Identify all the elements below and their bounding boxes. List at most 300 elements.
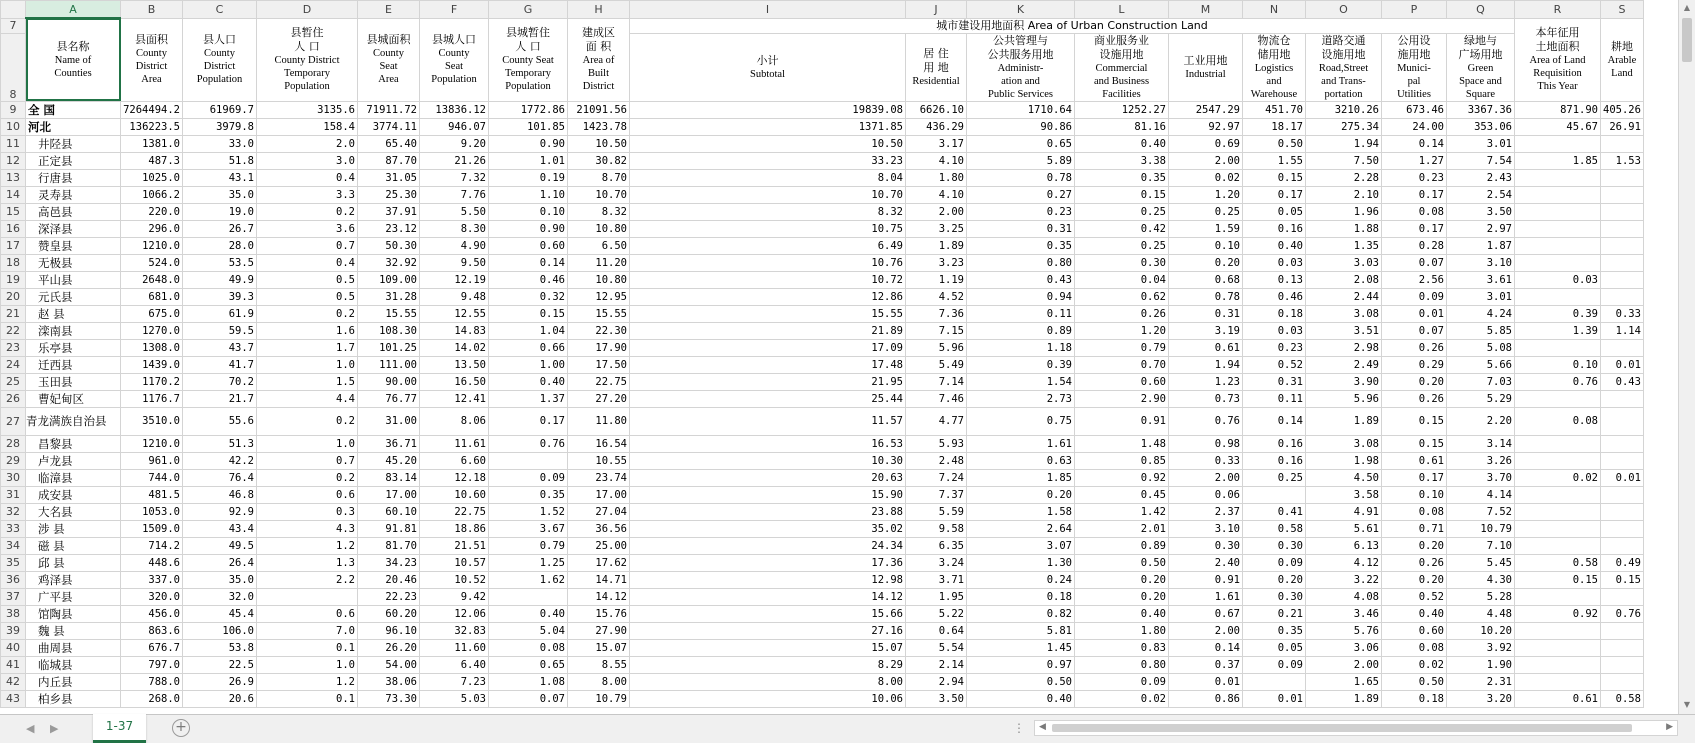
county-name-cell[interactable]: 高邑县 (26, 203, 121, 220)
data-cell[interactable]: 3.10 (1447, 254, 1515, 271)
data-cell[interactable]: 0.35 (967, 237, 1075, 254)
data-cell[interactable] (1601, 390, 1644, 407)
data-cell[interactable]: 26.9 (183, 673, 257, 690)
data-cell[interactable]: 7.23 (420, 673, 489, 690)
data-cell[interactable]: 4.91 (1306, 503, 1382, 520)
data-cell[interactable]: 5.28 (1447, 588, 1515, 605)
data-cell[interactable]: 0.39 (1515, 305, 1601, 322)
data-cell[interactable] (1601, 435, 1644, 452)
data-cell[interactable]: 0.52 (1382, 588, 1447, 605)
data-cell[interactable]: 2.08 (1306, 271, 1382, 288)
data-cell[interactable]: 27.90 (568, 622, 630, 639)
header-g[interactable]: 县城暂住 人 口 County Seat Temporary Population (489, 18, 568, 101)
data-cell[interactable]: 1.19 (906, 271, 967, 288)
data-cell[interactable]: 744.0 (121, 469, 183, 486)
row-number[interactable]: 19 (1, 271, 26, 288)
data-cell[interactable]: 21.26 (420, 152, 489, 169)
data-cell[interactable]: 0.83 (1075, 639, 1169, 656)
data-cell[interactable]: 0.65 (967, 135, 1075, 152)
data-cell[interactable]: 26.20 (358, 639, 420, 656)
scroll-right-arrow-icon[interactable]: ▶ (1666, 722, 1673, 732)
data-cell[interactable]: 4.90 (420, 237, 489, 254)
data-cell[interactable]: 1.96 (1306, 203, 1382, 220)
data-cell[interactable]: 10.72 (630, 271, 906, 288)
data-cell[interactable]: 10.60 (420, 486, 489, 503)
data-cell[interactable]: 3367.36 (1447, 101, 1515, 118)
data-cell[interactable]: 0.33 (1169, 452, 1243, 469)
data-cell[interactable]: 10.06 (630, 690, 906, 707)
data-cell[interactable]: 2547.29 (1169, 101, 1243, 118)
data-cell[interactable]: 15.55 (568, 305, 630, 322)
data-cell[interactable] (1601, 588, 1644, 605)
county-name-cell[interactable]: 内丘县 (26, 673, 121, 690)
header-s[interactable]: 耕地 Arable Land (1601, 18, 1644, 101)
data-cell[interactable] (1515, 254, 1601, 271)
data-cell[interactable]: 2.28 (1306, 169, 1382, 186)
data-cell[interactable]: 2.0 (257, 135, 358, 152)
data-cell[interactable]: 0.17 (1382, 220, 1447, 237)
data-cell[interactable]: 0.82 (967, 605, 1075, 622)
data-cell[interactable]: 0.03 (1243, 322, 1306, 339)
header-i[interactable]: 小计 Subtotal (630, 33, 906, 101)
data-cell[interactable]: 0.15 (1515, 571, 1601, 588)
data-cell[interactable]: 3.01 (1447, 288, 1515, 305)
data-cell[interactable]: 0.61 (1515, 690, 1601, 707)
data-cell[interactable]: 0.02 (1075, 690, 1169, 707)
row-number[interactable]: 39 (1, 622, 26, 639)
data-cell[interactable] (1243, 673, 1306, 690)
data-cell[interactable]: 676.7 (121, 639, 183, 656)
data-cell[interactable]: 1176.7 (121, 390, 183, 407)
data-cell[interactable]: 0.30 (1075, 254, 1169, 271)
data-cell[interactable]: 9.58 (906, 520, 967, 537)
county-name-cell[interactable]: 曹妃甸区 (26, 390, 121, 407)
data-cell[interactable]: 0.26 (1382, 390, 1447, 407)
data-cell[interactable]: 25.30 (358, 186, 420, 203)
data-cell[interactable]: 37.91 (358, 203, 420, 220)
data-cell[interactable]: 11.80 (568, 407, 630, 435)
data-cell[interactable]: 19839.08 (630, 101, 906, 118)
data-cell[interactable]: 9.42 (420, 588, 489, 605)
data-cell[interactable]: 0.23 (1243, 339, 1306, 356)
data-cell[interactable]: 0.15 (1075, 186, 1169, 203)
data-cell[interactable]: 0.11 (1243, 390, 1306, 407)
data-cell[interactable]: 17.62 (568, 554, 630, 571)
data-cell[interactable] (1243, 486, 1306, 503)
data-cell[interactable]: 0.49 (1601, 554, 1644, 571)
data-cell[interactable]: 26.91 (1601, 118, 1644, 135)
data-cell[interactable]: 1270.0 (121, 322, 183, 339)
data-cell[interactable]: 0.09 (1075, 673, 1169, 690)
data-cell[interactable]: 20.6 (183, 690, 257, 707)
data-cell[interactable] (1515, 622, 1601, 639)
data-cell[interactable]: 320.0 (121, 588, 183, 605)
data-cell[interactable]: 0.3 (257, 503, 358, 520)
data-cell[interactable]: 96.10 (358, 622, 420, 639)
data-cell[interactable]: 0.15 (1601, 571, 1644, 588)
data-cell[interactable]: 92.9 (183, 503, 257, 520)
county-name-cell[interactable]: 行唐县 (26, 169, 121, 186)
data-cell[interactable]: 0.08 (1515, 407, 1601, 435)
data-cell[interactable]: 2.48 (906, 452, 967, 469)
data-cell[interactable]: 0.91 (1075, 407, 1169, 435)
data-cell[interactable]: 22.75 (420, 503, 489, 520)
data-cell[interactable]: 45.20 (358, 452, 420, 469)
data-cell[interactable]: 3.24 (906, 554, 967, 571)
data-cell[interactable]: 5.49 (906, 356, 967, 373)
data-cell[interactable]: 0.30 (1243, 537, 1306, 554)
data-cell[interactable]: 53.5 (183, 254, 257, 271)
data-cell[interactable]: 7264494.2 (121, 101, 183, 118)
data-cell[interactable]: 0.03 (1515, 271, 1601, 288)
data-cell[interactable]: 5.29 (1447, 390, 1515, 407)
data-cell[interactable]: 12.18 (420, 469, 489, 486)
data-cell[interactable]: 0.09 (1382, 288, 1447, 305)
data-cell[interactable]: 2.37 (1169, 503, 1243, 520)
data-cell[interactable]: 7.0 (257, 622, 358, 639)
data-cell[interactable]: 158.4 (257, 118, 358, 135)
data-cell[interactable]: 0.28 (1382, 237, 1447, 254)
data-cell[interactable]: 2.10 (1306, 186, 1382, 203)
data-cell[interactable]: 3.26 (1447, 452, 1515, 469)
data-cell[interactable] (1601, 254, 1644, 271)
column-header-g[interactable]: G (489, 1, 568, 19)
data-cell[interactable]: 6626.10 (906, 101, 967, 118)
data-cell[interactable]: 1210.0 (121, 237, 183, 254)
data-cell[interactable]: 0.94 (967, 288, 1075, 305)
data-cell[interactable]: 0.35 (489, 486, 568, 503)
data-cell[interactable]: 0.5 (257, 288, 358, 305)
data-cell[interactable]: 10.50 (568, 135, 630, 152)
data-cell[interactable]: 15.07 (568, 639, 630, 656)
data-cell[interactable]: 1066.2 (121, 186, 183, 203)
data-cell[interactable]: 714.2 (121, 537, 183, 554)
data-cell[interactable]: 3510.0 (121, 407, 183, 435)
data-cell[interactable]: 0.10 (489, 203, 568, 220)
data-cell[interactable]: 23.74 (568, 469, 630, 486)
data-cell[interactable]: 0.26 (1382, 554, 1447, 571)
data-cell[interactable]: 31.28 (358, 288, 420, 305)
scroll-up-arrow-icon[interactable]: ▲ (1683, 3, 1691, 12)
data-cell[interactable]: 1.48 (1075, 435, 1169, 452)
data-cell[interactable]: 12.98 (630, 571, 906, 588)
data-cell[interactable]: 5.50 (420, 203, 489, 220)
data-cell[interactable]: 1710.64 (967, 101, 1075, 118)
data-cell[interactable]: 51.8 (183, 152, 257, 169)
data-cell[interactable]: 0.33 (1601, 305, 1644, 322)
data-cell[interactable]: 6.13 (1306, 537, 1382, 554)
data-cell[interactable]: 0.78 (1169, 288, 1243, 305)
data-cell[interactable] (1601, 452, 1644, 469)
data-cell[interactable]: 24.34 (630, 537, 906, 554)
data-cell[interactable]: 6.50 (568, 237, 630, 254)
data-cell[interactable]: 1.87 (1447, 237, 1515, 254)
data-cell[interactable]: 871.90 (1515, 101, 1601, 118)
data-cell[interactable]: 0.25 (1243, 469, 1306, 486)
data-cell[interactable]: 0.46 (489, 271, 568, 288)
data-cell[interactable]: 3.20 (1447, 690, 1515, 707)
data-cell[interactable]: 1.30 (967, 554, 1075, 571)
data-cell[interactable]: 25.00 (568, 537, 630, 554)
data-cell[interactable]: 109.00 (358, 271, 420, 288)
data-cell[interactable]: 0.40 (1382, 605, 1447, 622)
data-cell[interactable]: 3774.11 (358, 118, 420, 135)
data-cell[interactable]: 1.6 (257, 322, 358, 339)
data-cell[interactable]: 30.82 (568, 152, 630, 169)
data-cell[interactable]: 10.79 (1447, 520, 1515, 537)
data-cell[interactable]: 108.30 (358, 322, 420, 339)
data-cell[interactable]: 456.0 (121, 605, 183, 622)
data-cell[interactable]: 1.01 (489, 152, 568, 169)
data-cell[interactable]: 3210.26 (1306, 101, 1382, 118)
data-cell[interactable]: 3.01 (1447, 135, 1515, 152)
data-cell[interactable]: 4.14 (1447, 486, 1515, 503)
header-group-urban-land[interactable]: 城市建设用地面积 Area of Urban Construction Land (630, 18, 1515, 33)
data-cell[interactable]: 10.70 (630, 186, 906, 203)
data-cell[interactable]: 1.14 (1601, 322, 1644, 339)
data-cell[interactable]: 0.61 (1382, 452, 1447, 469)
data-cell[interactable]: 0.4 (257, 169, 358, 186)
row-number[interactable]: 18 (1, 254, 26, 271)
data-cell[interactable]: 0.58 (1515, 554, 1601, 571)
data-cell[interactable]: 1.5 (257, 373, 358, 390)
column-header-d[interactable]: D (257, 1, 358, 19)
data-cell[interactable]: 1.25 (489, 554, 568, 571)
data-cell[interactable]: 0.02 (1515, 469, 1601, 486)
data-cell[interactable]: 0.80 (1075, 656, 1169, 673)
data-cell[interactable]: 4.24 (1447, 305, 1515, 322)
data-cell[interactable]: 12.55 (420, 305, 489, 322)
data-cell[interactable]: 1053.0 (121, 503, 183, 520)
data-cell[interactable]: 0.58 (1243, 520, 1306, 537)
data-cell[interactable]: 5.89 (967, 152, 1075, 169)
column-header-r[interactable]: R (1515, 1, 1601, 19)
data-cell[interactable]: 2.00 (1306, 656, 1382, 673)
data-cell[interactable]: 10.52 (420, 571, 489, 588)
data-cell[interactable]: 6.35 (906, 537, 967, 554)
data-cell[interactable]: 1025.0 (121, 169, 183, 186)
data-cell[interactable]: 1.89 (1306, 690, 1382, 707)
column-header-a[interactable]: A (26, 1, 121, 19)
data-cell[interactable]: 76.4 (183, 469, 257, 486)
data-cell[interactable]: 675.0 (121, 305, 183, 322)
data-cell[interactable]: 12.19 (420, 271, 489, 288)
data-cell[interactable]: 0.75 (967, 407, 1075, 435)
data-cell[interactable]: 0.02 (1169, 169, 1243, 186)
data-cell[interactable]: 10.80 (568, 220, 630, 237)
data-cell[interactable]: 0.18 (1382, 690, 1447, 707)
data-cell[interactable]: 14.02 (420, 339, 489, 356)
data-cell[interactable]: 2.43 (1447, 169, 1515, 186)
data-cell[interactable]: 0.25 (1075, 237, 1169, 254)
column-header-o[interactable]: O (1306, 1, 1382, 19)
data-cell[interactable]: 5.93 (906, 435, 967, 452)
data-cell[interactable]: 12.86 (630, 288, 906, 305)
row-number[interactable]: 29 (1, 452, 26, 469)
data-cell[interactable]: 34.23 (358, 554, 420, 571)
data-cell[interactable] (1515, 288, 1601, 305)
data-cell[interactable]: 0.14 (1169, 639, 1243, 656)
data-cell[interactable]: 5.96 (906, 339, 967, 356)
data-cell[interactable]: 5.96 (1306, 390, 1382, 407)
data-cell[interactable]: 275.34 (1306, 118, 1382, 135)
data-cell[interactable]: 13.50 (420, 356, 489, 373)
data-cell[interactable]: 11.60 (420, 639, 489, 656)
data-cell[interactable]: 3.71 (906, 571, 967, 588)
data-cell[interactable]: 25.44 (630, 390, 906, 407)
data-cell[interactable]: 1.94 (1306, 135, 1382, 152)
data-cell[interactable]: 1.85 (1515, 152, 1601, 169)
county-name-cell[interactable]: 无极县 (26, 254, 121, 271)
data-cell[interactable]: 0.03 (1243, 254, 1306, 271)
data-cell[interactable] (1601, 271, 1644, 288)
data-cell[interactable]: 7.10 (1447, 537, 1515, 554)
data-cell[interactable]: 5.45 (1447, 554, 1515, 571)
data-cell[interactable] (1515, 673, 1601, 690)
column-header-f[interactable]: F (420, 1, 489, 19)
scroll-down-arrow-icon[interactable]: ▼ (1683, 700, 1691, 709)
data-cell[interactable] (1515, 220, 1601, 237)
data-cell[interactable]: 6.40 (420, 656, 489, 673)
data-cell[interactable]: 17.00 (358, 486, 420, 503)
data-cell[interactable]: 0.7 (257, 452, 358, 469)
data-cell[interactable]: 27.16 (630, 622, 906, 639)
row-number[interactable]: 16 (1, 220, 26, 237)
data-cell[interactable]: 20.63 (630, 469, 906, 486)
data-cell[interactable]: 0.2 (257, 407, 358, 435)
data-cell[interactable]: 946.07 (420, 118, 489, 135)
data-cell[interactable] (1601, 537, 1644, 554)
data-cell[interactable]: 1.98 (1306, 452, 1382, 469)
data-cell[interactable] (1601, 186, 1644, 203)
data-cell[interactable]: 1.20 (1169, 186, 1243, 203)
data-cell[interactable]: 0.08 (1382, 639, 1447, 656)
data-cell[interactable]: 14.12 (630, 588, 906, 605)
data-cell[interactable]: 863.6 (121, 622, 183, 639)
data-cell[interactable] (1515, 656, 1601, 673)
county-name-cell[interactable]: 成安县 (26, 486, 121, 503)
data-cell[interactable]: 1371.85 (630, 118, 906, 135)
data-cell[interactable]: 0.20 (1075, 571, 1169, 588)
data-cell[interactable]: 0.08 (1382, 203, 1447, 220)
data-cell[interactable]: 8.32 (568, 203, 630, 220)
county-name-cell[interactable]: 元氏县 (26, 288, 121, 305)
data-cell[interactable]: 1.62 (489, 571, 568, 588)
data-cell[interactable]: 1.55 (1243, 152, 1306, 169)
county-name-cell[interactable]: 邱 县 (26, 554, 121, 571)
data-cell[interactable]: 5.22 (906, 605, 967, 622)
data-cell[interactable]: 32.0 (183, 588, 257, 605)
data-cell[interactable]: 1.54 (967, 373, 1075, 390)
data-cell[interactable]: 0.18 (1243, 305, 1306, 322)
data-cell[interactable]: 0.92 (1515, 605, 1601, 622)
data-cell[interactable]: 22.30 (568, 322, 630, 339)
data-cell[interactable]: 101.85 (489, 118, 568, 135)
data-cell[interactable]: 0.41 (1243, 503, 1306, 520)
data-cell[interactable]: 81.16 (1075, 118, 1169, 135)
data-cell[interactable] (1601, 622, 1644, 639)
data-cell[interactable]: 1.61 (967, 435, 1075, 452)
data-cell[interactable]: 1.42 (1075, 503, 1169, 520)
data-cell[interactable]: 31.00 (358, 407, 420, 435)
data-cell[interactable]: 20.46 (358, 571, 420, 588)
data-cell[interactable]: 4.52 (906, 288, 967, 305)
row-number[interactable]: 15 (1, 203, 26, 220)
data-cell[interactable]: 0.20 (967, 486, 1075, 503)
data-cell[interactable]: 1.0 (257, 656, 358, 673)
data-cell[interactable]: 18.17 (1243, 118, 1306, 135)
data-cell[interactable]: 10.55 (568, 452, 630, 469)
data-cell[interactable]: 0.31 (1243, 373, 1306, 390)
data-cell[interactable]: 3.90 (1306, 373, 1382, 390)
county-name-cell[interactable]: 磁 县 (26, 537, 121, 554)
horizontal-scroll-thumb[interactable] (1052, 724, 1632, 732)
data-cell[interactable]: 0.13 (1243, 271, 1306, 288)
data-cell[interactable]: 14.71 (568, 571, 630, 588)
row-number[interactable]: 41 (1, 656, 26, 673)
data-cell[interactable]: 5.61 (1306, 520, 1382, 537)
row-number[interactable]: 17 (1, 237, 26, 254)
data-cell[interactable]: 5.03 (420, 690, 489, 707)
data-cell[interactable]: 0.10 (1515, 356, 1601, 373)
data-cell[interactable]: 49.9 (183, 271, 257, 288)
data-cell[interactable]: 1.45 (967, 639, 1075, 656)
header-h[interactable]: 建成区 面 积 Area of Built District (568, 18, 630, 101)
data-cell[interactable]: 0.76 (489, 435, 568, 452)
data-cell[interactable]: 5.08 (1447, 339, 1515, 356)
data-cell[interactable] (1515, 520, 1601, 537)
data-cell[interactable]: 71911.72 (358, 101, 420, 118)
data-cell[interactable]: 7.03 (1447, 373, 1515, 390)
row-number[interactable]: 25 (1, 373, 26, 390)
county-name-cell[interactable]: 乐亭县 (26, 339, 121, 356)
data-cell[interactable]: 0.15 (1243, 169, 1306, 186)
data-cell[interactable]: 0.60 (489, 237, 568, 254)
data-cell[interactable] (1515, 588, 1601, 605)
data-cell[interactable]: 35.0 (183, 186, 257, 203)
data-cell[interactable]: 2.54 (1447, 186, 1515, 203)
row-number[interactable]: 37 (1, 588, 26, 605)
row-number[interactable]: 36 (1, 571, 26, 588)
data-cell[interactable]: 1.85 (967, 469, 1075, 486)
header-b[interactable]: 县面积 County District Area (121, 18, 183, 101)
data-cell[interactable]: 15.66 (630, 605, 906, 622)
data-cell[interactable]: 12.95 (568, 288, 630, 305)
data-cell[interactable]: 7.52 (1447, 503, 1515, 520)
data-cell[interactable]: 0.01 (1169, 673, 1243, 690)
data-cell[interactable]: 3.08 (1306, 305, 1382, 322)
data-cell[interactable]: 4.48 (1447, 605, 1515, 622)
data-cell[interactable]: 0.01 (1601, 469, 1644, 486)
county-name-cell[interactable]: 临城县 (26, 656, 121, 673)
data-cell[interactable]: 87.70 (358, 152, 420, 169)
county-name-cell[interactable]: 河北 (26, 118, 121, 135)
data-cell[interactable]: 0.37 (1169, 656, 1243, 673)
data-cell[interactable]: 1.80 (906, 169, 967, 186)
data-cell[interactable]: 2.31 (1447, 673, 1515, 690)
data-cell[interactable]: 0.10 (1169, 237, 1243, 254)
data-cell[interactable]: 9.48 (420, 288, 489, 305)
data-cell[interactable] (1601, 639, 1644, 656)
data-cell[interactable]: 0.40 (1075, 135, 1169, 152)
county-name-cell[interactable]: 正定县 (26, 152, 121, 169)
data-cell[interactable]: 1.2 (257, 673, 358, 690)
data-cell[interactable]: 5.76 (1306, 622, 1382, 639)
data-cell[interactable]: 91.81 (358, 520, 420, 537)
data-cell[interactable]: 0.35 (1075, 169, 1169, 186)
data-cell[interactable]: 11.61 (420, 435, 489, 452)
data-cell[interactable]: 10.57 (420, 554, 489, 571)
